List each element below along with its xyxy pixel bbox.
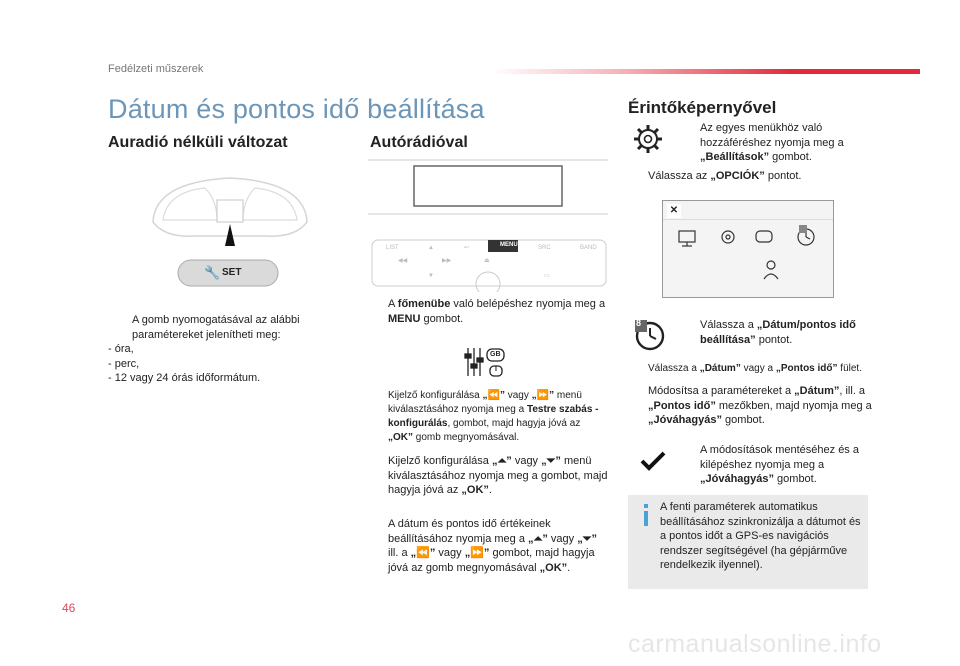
watermark: carmanualsonline.info (628, 630, 882, 658)
svg-text:◀◀: ◀◀ (398, 258, 408, 264)
gear-icon (633, 124, 663, 154)
page-title: Dátum és pontos idő beállítása (108, 94, 485, 124)
svg-text:SRC: SRC (538, 245, 551, 251)
svg-text:⏏: ⏏ (484, 258, 490, 264)
screen-divider (663, 219, 833, 220)
svg-text:LIST: LIST (386, 245, 399, 251)
options-screen (662, 200, 834, 298)
menu-button-label: MENU (500, 242, 518, 248)
svg-text:▶▶: ▶▶ (442, 258, 452, 264)
options-instruction: Válassza az „OPCIÓK” pontot. (648, 170, 802, 182)
set-instruction (108, 313, 312, 386)
svg-text:▼: ▼ (428, 273, 434, 279)
svg-text:BAND: BAND (580, 245, 597, 251)
svg-text:▭: ▭ (544, 273, 550, 279)
tab-instruction: Válassza a „Dátum” vagy a „Pontos idő” fület. (648, 363, 862, 374)
checkmark-icon (640, 450, 666, 472)
gb-label: GB (490, 351, 501, 358)
info-icon (642, 504, 650, 526)
options-icons (673, 225, 823, 285)
list-item: - 12 vagy 24 órás időformátum. (108, 372, 261, 384)
set-date-time-instruction: A dátum és pontos idő értékeinek beállításához nyomja meg a „⏶” vagy „⏷” ill. a „⏪” vagy „⏩” gombot, majd hagyja jóvá az gomb megnyomásával „OK”. (388, 518, 598, 574)
settings-gb-icon (464, 344, 506, 380)
header-accent-bar (490, 69, 920, 74)
info-box (628, 495, 868, 589)
set-button-label: SET (222, 267, 242, 278)
set-intro-text: A gomb nyomogatásával az alábbi paramétereket jelenítheti meg: (132, 314, 300, 341)
heading-touchscreen: Érintőképernyővel (628, 98, 777, 117)
icon-badge-8: 8 (636, 318, 642, 328)
page-number: 46 (62, 601, 76, 615)
info-text: A fenti paraméterek automatikus beállításához szinkronizálja a dátumot és a pontos időt a GPS-es navigációs rendszer segítségével (ha gépjárműve rendelkezik ilyennel). (660, 501, 861, 571)
wrench-icon: 🔧 (204, 265, 221, 280)
date-time-setting-instruction: Válassza a „Dátum/pontos idő beállítása” pontot. (700, 319, 856, 346)
section-header: Fedélzeti műszerek (108, 63, 204, 75)
configure-ud-instruction: Kijelző konfigurálása „⏶” vagy „⏷” menü kiválasztásához nyomja meg a gombot, majd hagyja jóvá az „OK”. (388, 455, 608, 496)
menu-instruction: A főmenübe való belépéshez nyomja meg a MENU gombot. (388, 298, 606, 325)
configure-lr-instruction: Kijelző konfigurálása „⏪” vagy „⏩” menü kiválasztásához nyomja meg a Testre szabás - konfigurálás, gombot, majd hagyja jóvá az „OK” gomb megnyomásával. (388, 390, 599, 443)
svg-text:▲: ▲ (428, 245, 434, 251)
heading-with-radio: Autórádióval (370, 134, 468, 151)
modify-instruction: Módosítsa a paramétereket a „Dátum”, ill. a „Pontos idő” mezőkben, majd nyomja meg a „Jóváhagyás” gombot. (648, 385, 872, 426)
close-icon[interactable]: ✕ (667, 204, 681, 218)
list-item: - perc, (108, 357, 140, 370)
settings-instruction: Az egyes menükhöz való hozzáféréshez nyomja meg a „Beállítások” gombot. (700, 122, 844, 163)
set-button[interactable] (178, 260, 278, 286)
list-item: - óra, (108, 343, 134, 355)
radio-unit-illustration (368, 156, 610, 292)
svg-text:↩: ↩ (464, 245, 470, 251)
heading-no-radio: Auradió nélküli változat (108, 134, 288, 151)
i-label: I (495, 366, 497, 373)
save-instruction: A módosítások mentéséhez és a kilépéshez nyomja meg a „Jóváhagyás” gombot. (700, 444, 859, 485)
